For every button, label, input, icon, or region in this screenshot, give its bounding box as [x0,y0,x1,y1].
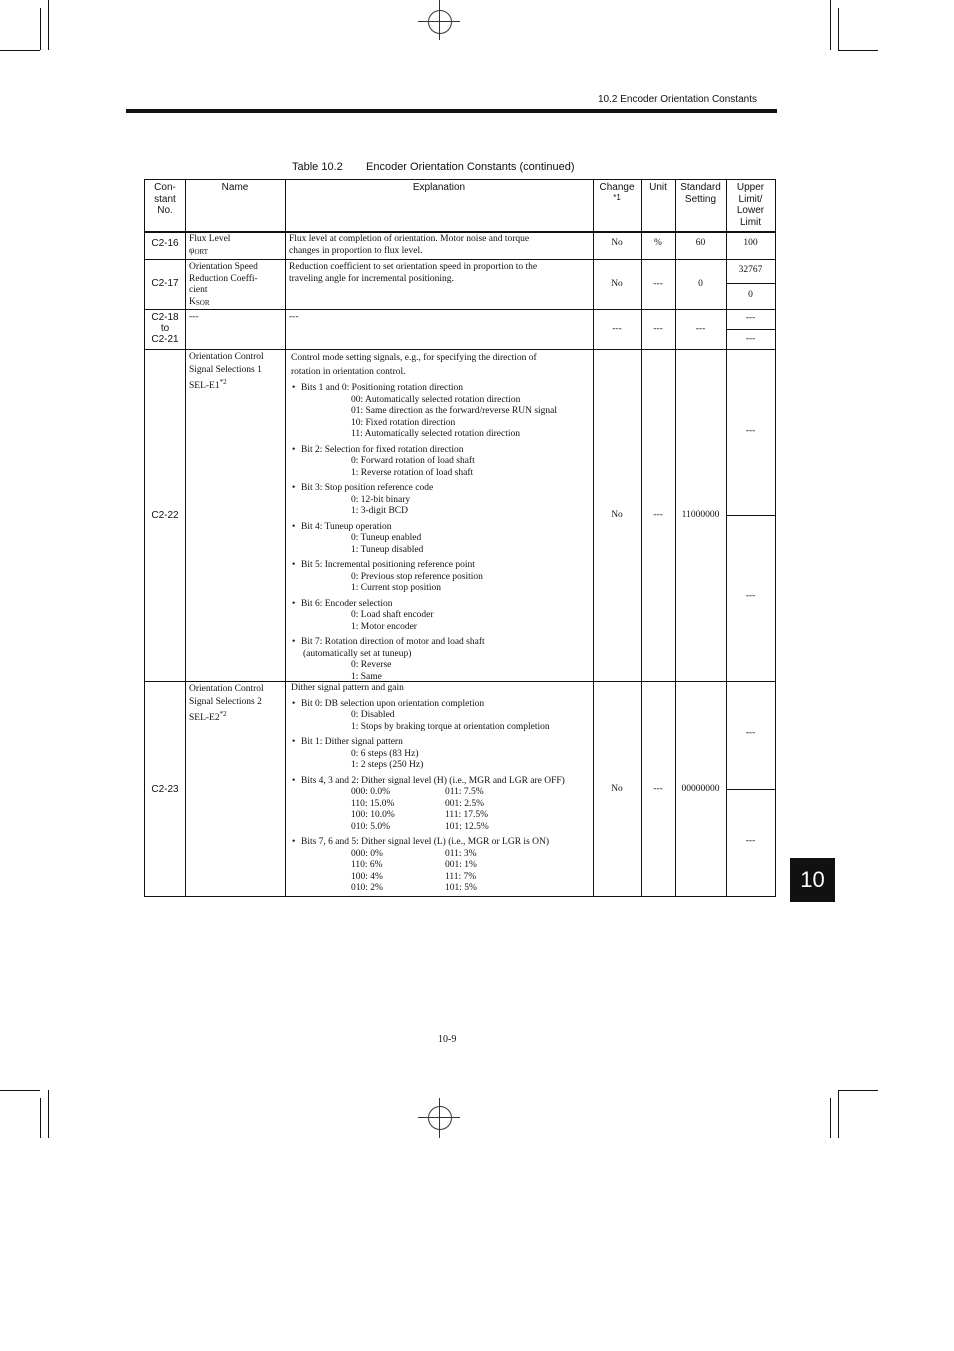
bit-item: • Bit 1: Dither signal pattern [289,737,593,749]
col-header-limits: Upper Limit/ Lower Limit [736,182,765,228]
table-label: Table 10.2 [292,161,343,173]
bit-item: • Bit 6: Encoder selection [289,599,593,611]
bit-item: • Bit 2: Selection for fixed rotation direction [289,445,593,457]
bit-item: • Bit 0: DB selection upon orientation completion [289,699,593,711]
unit-value: --- [653,784,663,794]
crop-mark [0,1090,40,1091]
constant-name: Orientation Control Signal Selections 1 SEL-E1$^{*2}$ [189,352,264,391]
standard-setting-value: 00000000 [681,784,720,794]
constant-name: Flux Level φORT [189,234,231,256]
constant-no: C2-22 [151,510,179,521]
constant-explanation: Reduction coefficient to set orientation speed in proportion to the traveling angle for incremental positioning. [289,262,538,284]
bit-item: • Bit 4: Tuneup operation [289,522,593,534]
bit-item: • Bits 1 and 0: Positioning rotation direction [289,383,593,395]
crop-mark [48,0,49,50]
col-header-change: Change *1 [599,182,635,202]
registration-mark [439,1098,440,1138]
col-header-name: Name [221,182,249,193]
change-value: --- [612,324,622,334]
crop-mark [838,8,839,50]
unit-value: --- [653,324,663,334]
upper-limit-value: --- [745,728,756,738]
upper-limit-value: 32767 [738,265,763,275]
constant-explanation: Flux level at completion of orientation. Motor noise and torque changes in proportion to flux level. [289,234,530,256]
running-header: 10.2 Encoder Orientation Constants [598,94,757,105]
constant-explanation: --- [289,312,299,322]
registration-mark [428,1106,452,1130]
crop-mark [40,1098,41,1138]
registration-mark [439,0,440,40]
standard-setting-value: --- [695,324,706,334]
constant-no: C2-16 [151,238,179,249]
change-value: No [611,279,623,289]
unit-value: --- [653,510,663,520]
standard-setting-value: 60 [695,238,706,248]
lower-limit-value: --- [745,836,756,846]
change-value: No [611,784,623,794]
standard-setting-value: 11000000 [681,510,720,520]
constant-no: C2-23 [151,784,179,795]
change-value: No [611,238,623,248]
bit-item: • Bit 7: Rotation direction of motor and load shaft [289,637,593,649]
header-rule [126,109,777,113]
chapter-tab: 10 [790,858,835,902]
col-header-explanation: Explanation [412,182,466,193]
lower-limit-value: --- [745,334,756,344]
crop-mark [830,1098,831,1138]
crop-mark [0,50,40,51]
crop-mark [838,50,878,51]
bit-item: • Bits 7, 6 and 5: Dither signal level (L) (i.e., MGR or LGR is ON) [289,837,593,849]
constant-no: C2-18 to C2-21 [151,312,179,345]
constant-no: C2-17 [151,278,179,289]
upper-limit-value: --- [745,313,756,323]
change-value: No [611,510,623,520]
crop-mark [40,8,41,50]
constant-explanation: Control mode setting signals, e.g., for specifying the direction of rotation in orientation control. • Bits 1 and 0: Positioning rotation direction 00: Automatically selected rotation direction 01: Same direction as the forward/reverse RUN signal 10: Fixed rotation direction 11: Automatically selected rotation direction • Bit 2: Selection for fixed rotation direction 0: Forward rotation of load shaft 1: Reverse rotation of load shaft • Bit 3: Stop position reference code 0: 12-bit binary 1: 3-digit BCD • Bit 4: Tuneup operation 0: Tuneup enabled 1: Tuneup disabled • Bit 5: Incremental positioning reference point 0: Previous stop reference position 1: Current stop position • Bit 6: Encoder selection 0: Load shaft encoder 1: Motor encoder • Bit 7: Rotation direction of motor and load shaft (automatically set at tuneup) 0: Reverse 1: Same [285,351,593,683]
lower-limit-value: 0 [748,290,753,300]
unit-value: % [654,238,662,248]
crop-mark [48,1090,49,1138]
unit-value: --- [653,279,663,289]
bit-item: • Bits 4, 3 and 2: Dither signal level (H) (i.e., MGR and LGR are OFF) [289,776,593,788]
standard-setting-value: 0 [698,279,703,289]
col-header-standard-setting: Standard Setting [680,182,721,205]
table-title: Encoder Orientation Constants (continued) [366,161,575,173]
crop-mark [838,1090,878,1091]
col-header-unit: Unit [649,182,667,193]
constant-name: Orientation Control Signal Selections 2 SEL-E2$^{*2}$ [189,684,264,723]
table-caption [292,161,575,173]
page-number: 10-9 [438,1034,457,1045]
constant-explanation: Dither signal pattern and gain • Bit 0: DB selection upon orientation completion 0: Disabled 1: Stops by braking torque at orientation completion • Bit 1: Dither signal pattern 0: 6 steps (83 Hz) 1: 2 steps (250 Hz) • Bits 4, 3 and 2: Dither signal level (H) (i.e., MGR and LGR are OFF) 000: 0.0% 011: 7.5% 110: 15.0% 001: 2.5% 100: 10.0% 111: 17.5% 010: 5.0% 101: 12.5% • Bits 7, 6 and 5: Dither signal level (L) (i.e., MGR or LGR is ON) 000: 0% 011: 3% 110: 6% 001: 1% 100: 4% 111: 7% 010: 2% 101: 5% [285,683,593,895]
bit-item: • Bit 3: Stop position reference code [289,483,593,495]
registration-mark [428,10,452,34]
upper-limit-value: --- [745,426,756,436]
constant-name: --- [189,312,199,322]
constant-name: Orientation Speed Reduction Coeffi- cient KSOR [189,262,258,307]
crop-mark [838,1090,839,1138]
bit-item: • Bit 5: Incremental positioning reference point [289,560,593,572]
lower-limit-value: --- [745,591,756,601]
crop-mark [830,0,831,50]
constants-table [144,179,776,897]
col-header-constant-no: Con- stant No. [154,182,176,216]
upper-limit-value: 100 [743,238,758,248]
